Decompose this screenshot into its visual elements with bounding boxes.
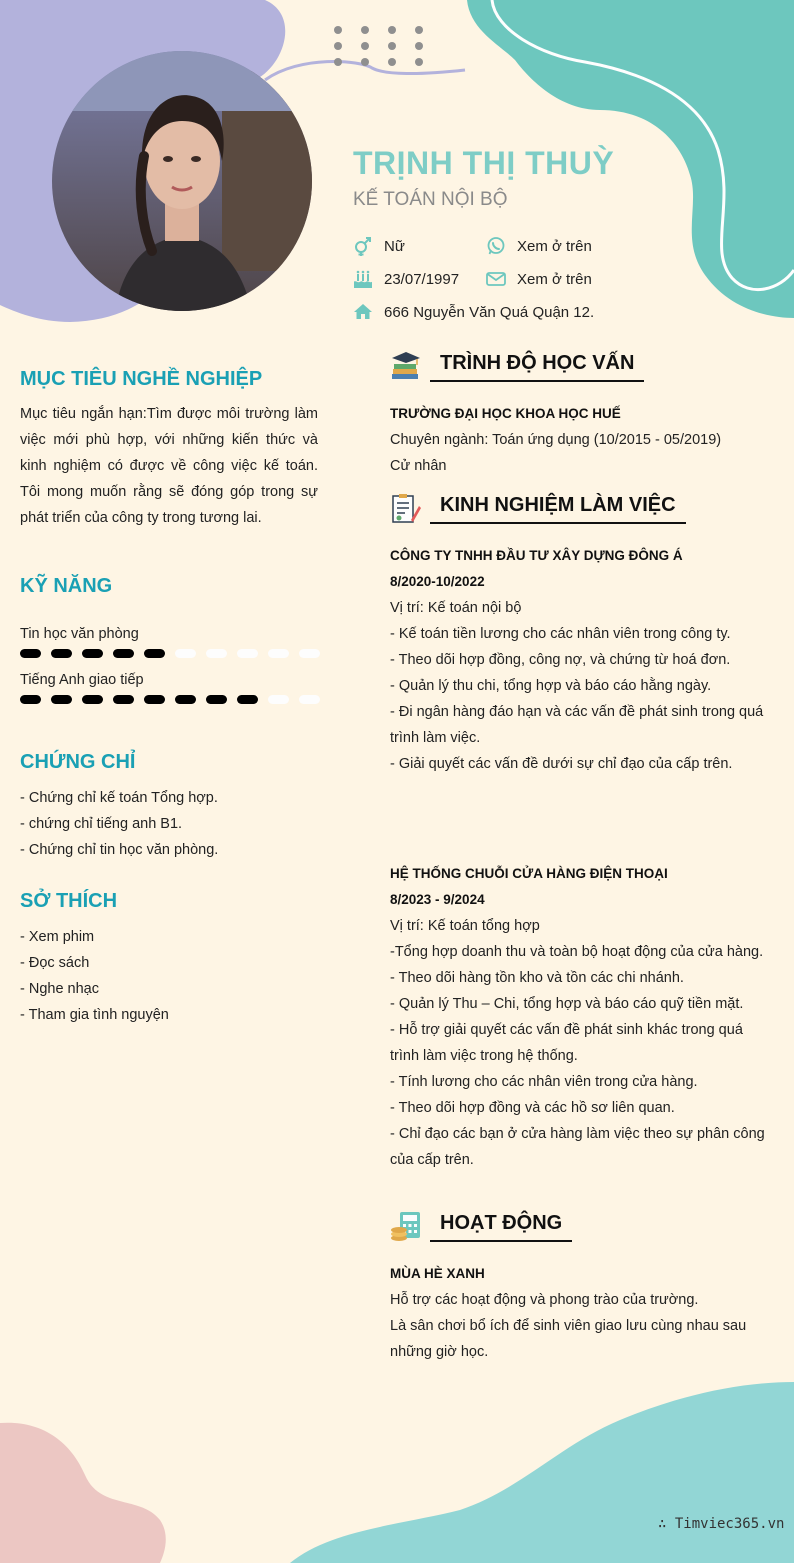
envelope-icon bbox=[486, 269, 506, 289]
rating-dot bbox=[175, 649, 196, 658]
objective-text: Mục tiêu ngắn hạn:Tìm được môi trường làm việc mới phù hợp, với những kiến thức và kinh nghiệm có được về công việc kế toán. Tôi mong muốn rằng sẽ đóng góp trong sự phát triển của công ty trong tương lai. bbox=[20, 406, 318, 526]
graduation-cap-icon bbox=[390, 350, 422, 382]
birthday-cake-icon bbox=[353, 269, 373, 289]
education-block bbox=[390, 401, 770, 479]
list-item: - Đọc sách bbox=[20, 955, 90, 971]
activities-title: HOẠT ĐỘNG bbox=[430, 1212, 572, 1242]
job-line: - Tính lương cho các nhân viên trong cửa hàng. bbox=[390, 1074, 698, 1090]
objective-heading: MỤC TIÊU NGHỀ NGHIỆP bbox=[20, 368, 263, 390]
job-line: - Kế toán tiền lương cho các nhân viên trong công ty. bbox=[390, 626, 731, 642]
watermark: ∴ Timviec365.vn bbox=[658, 1516, 785, 1532]
job-line: - Đi ngân hàng đáo hạn và các vấn đề phát sinh trong quá trình làm việc. bbox=[390, 704, 764, 746]
rating-dot bbox=[268, 695, 289, 704]
skills-heading: KỸ NĂNG bbox=[20, 575, 113, 597]
job-block-2 bbox=[390, 861, 770, 1173]
job-line: - Theo dõi hàng tồn kho và tồn các chi nhánh. bbox=[390, 970, 684, 986]
teal-blob-bottom bbox=[290, 1382, 794, 1563]
rating-dot bbox=[299, 649, 320, 658]
experience-title: KINH NGHIỆM LÀM VIỆC bbox=[430, 494, 686, 524]
contact-address bbox=[353, 302, 594, 322]
job-line: - Theo dõi hợp đồng và các hồ sơ liên quan. bbox=[390, 1100, 675, 1116]
job-line: Vị trí: Kế toán nội bộ bbox=[390, 600, 522, 616]
coins-calculator-icon bbox=[390, 1210, 422, 1242]
list-item: - Chứng chỉ tin học văn phòng. bbox=[20, 842, 219, 858]
job-line: - Hỗ trợ giải quyết các vấn đề phát sinh khác trong quá trình làm việc trong hệ thống. bbox=[390, 1022, 743, 1064]
skill-label-office: Tin học văn phòng bbox=[20, 626, 139, 642]
education-title: TRÌNH ĐỘ HỌC VẤN bbox=[430, 352, 644, 382]
experience-header bbox=[390, 492, 686, 524]
candidate-role: KẾ TOÁN NỘI BỘ bbox=[353, 189, 508, 210]
skill-rating-office bbox=[20, 649, 320, 658]
activities-header bbox=[390, 1210, 572, 1242]
rating-dot bbox=[175, 695, 196, 704]
rating-dot bbox=[206, 695, 227, 704]
certificates-heading: CHỨNG CHỈ bbox=[20, 751, 136, 773]
gender-icon bbox=[353, 236, 373, 256]
job-block-1 bbox=[390, 543, 770, 777]
skill-label-english: Tiếng Anh giao tiếp bbox=[20, 672, 144, 688]
contact-birthday bbox=[353, 269, 459, 289]
job-line: - Giải quyết các vấn đề dưới sự chỉ đạo của cấp trên. bbox=[390, 756, 733, 772]
list-item: - Tham gia tình nguyện bbox=[20, 1007, 169, 1023]
candidate-name: TRỊNH THỊ THUỲ bbox=[353, 145, 615, 181]
job-company: CÔNG TY TNHH ĐẦU TƯ XÂY DỰNG ĐÔNG Á bbox=[390, 548, 683, 563]
rating-dot bbox=[206, 649, 227, 658]
email-value[interactable]: Xem ở trên bbox=[517, 270, 592, 288]
certificates-list bbox=[20, 785, 218, 863]
job-line: Vị trí: Kế toán tổng hợp bbox=[390, 918, 540, 934]
rating-dot bbox=[51, 695, 72, 704]
whatsapp-icon bbox=[486, 236, 506, 256]
job-period: 8/2020-10/2022 bbox=[390, 574, 485, 589]
rating-dot bbox=[82, 695, 103, 704]
activity-line: Là sân chơi bổ ích để sinh viên giao lưu cùng nhau sau những giờ học. bbox=[390, 1318, 747, 1360]
activity-block bbox=[390, 1261, 770, 1365]
rating-dot bbox=[299, 695, 320, 704]
education-header bbox=[390, 350, 644, 382]
list-item: - chứng chỉ tiếng anh B1. bbox=[20, 816, 183, 832]
activity-line: Hỗ trợ các hoạt động và phong trào của trường. bbox=[390, 1292, 699, 1308]
avatar bbox=[52, 51, 312, 311]
rating-dot bbox=[20, 649, 41, 658]
list-item: - Xem phim bbox=[20, 929, 95, 945]
skill-rating-english bbox=[20, 695, 320, 704]
hobbies-heading: SỞ THÍCH bbox=[20, 890, 118, 912]
list-item: - Chứng chỉ kế toán Tổng hợp. bbox=[20, 790, 218, 806]
rating-dot bbox=[113, 649, 134, 658]
work-clipboard-icon bbox=[390, 492, 422, 524]
activity-name: MÙA HÈ XANH bbox=[390, 1266, 485, 1281]
home-icon bbox=[353, 302, 373, 322]
list-item: - Nghe nhạc bbox=[20, 981, 99, 997]
contact-phone bbox=[486, 236, 592, 256]
hobbies-list bbox=[20, 924, 169, 1028]
education-line: Chuyên ngành: Toán ứng dụng (10/2015 - 05/2019) bbox=[390, 432, 722, 448]
pink-blob bbox=[0, 1423, 166, 1563]
job-line: - Quản lý Thu – Chi, tổng hợp và báo cáo quỹ tiền mặt. bbox=[390, 996, 744, 1012]
rating-dot bbox=[113, 695, 134, 704]
education-line: Cử nhân bbox=[390, 458, 447, 474]
rating-dot bbox=[268, 649, 289, 658]
gender-value: Nữ bbox=[384, 237, 405, 255]
rating-dot bbox=[51, 649, 72, 658]
phone-value[interactable]: Xem ở trên bbox=[517, 237, 592, 255]
rating-dot bbox=[237, 649, 258, 658]
job-line: - Chỉ đạo các bạn ở cửa hàng làm việc theo sự phân công của cấp trên. bbox=[390, 1126, 765, 1168]
job-period: 8/2023 - 9/2024 bbox=[390, 892, 485, 907]
contact-email bbox=[486, 269, 592, 289]
rating-dot bbox=[82, 649, 103, 658]
job-company: HỆ THỐNG CHUỖI CỬA HÀNG ĐIỆN THOẠI bbox=[390, 866, 668, 881]
address-value: 666 Nguyễn Văn Quá Quận 12. bbox=[384, 303, 595, 321]
rating-dot bbox=[20, 695, 41, 704]
job-line: - Theo dõi hợp đồng, công nợ, và chứng từ hoá đơn. bbox=[390, 652, 731, 668]
job-line: -Tổng hợp doanh thu và toàn bộ hoạt động của cửa hàng. bbox=[390, 944, 764, 960]
dot-grid bbox=[330, 24, 426, 68]
rating-dot bbox=[144, 649, 165, 658]
rating-dot bbox=[144, 695, 165, 704]
rating-dot bbox=[237, 695, 258, 704]
birthday-value: 23/07/1997 bbox=[384, 270, 460, 288]
contact-gender bbox=[353, 236, 405, 256]
school-name: TRƯỜNG ĐẠI HỌC KHOA HỌC HUẾ bbox=[390, 406, 621, 421]
job-line: - Quản lý thu chi, tổng hợp và báo cáo hằng ngày. bbox=[390, 678, 712, 694]
